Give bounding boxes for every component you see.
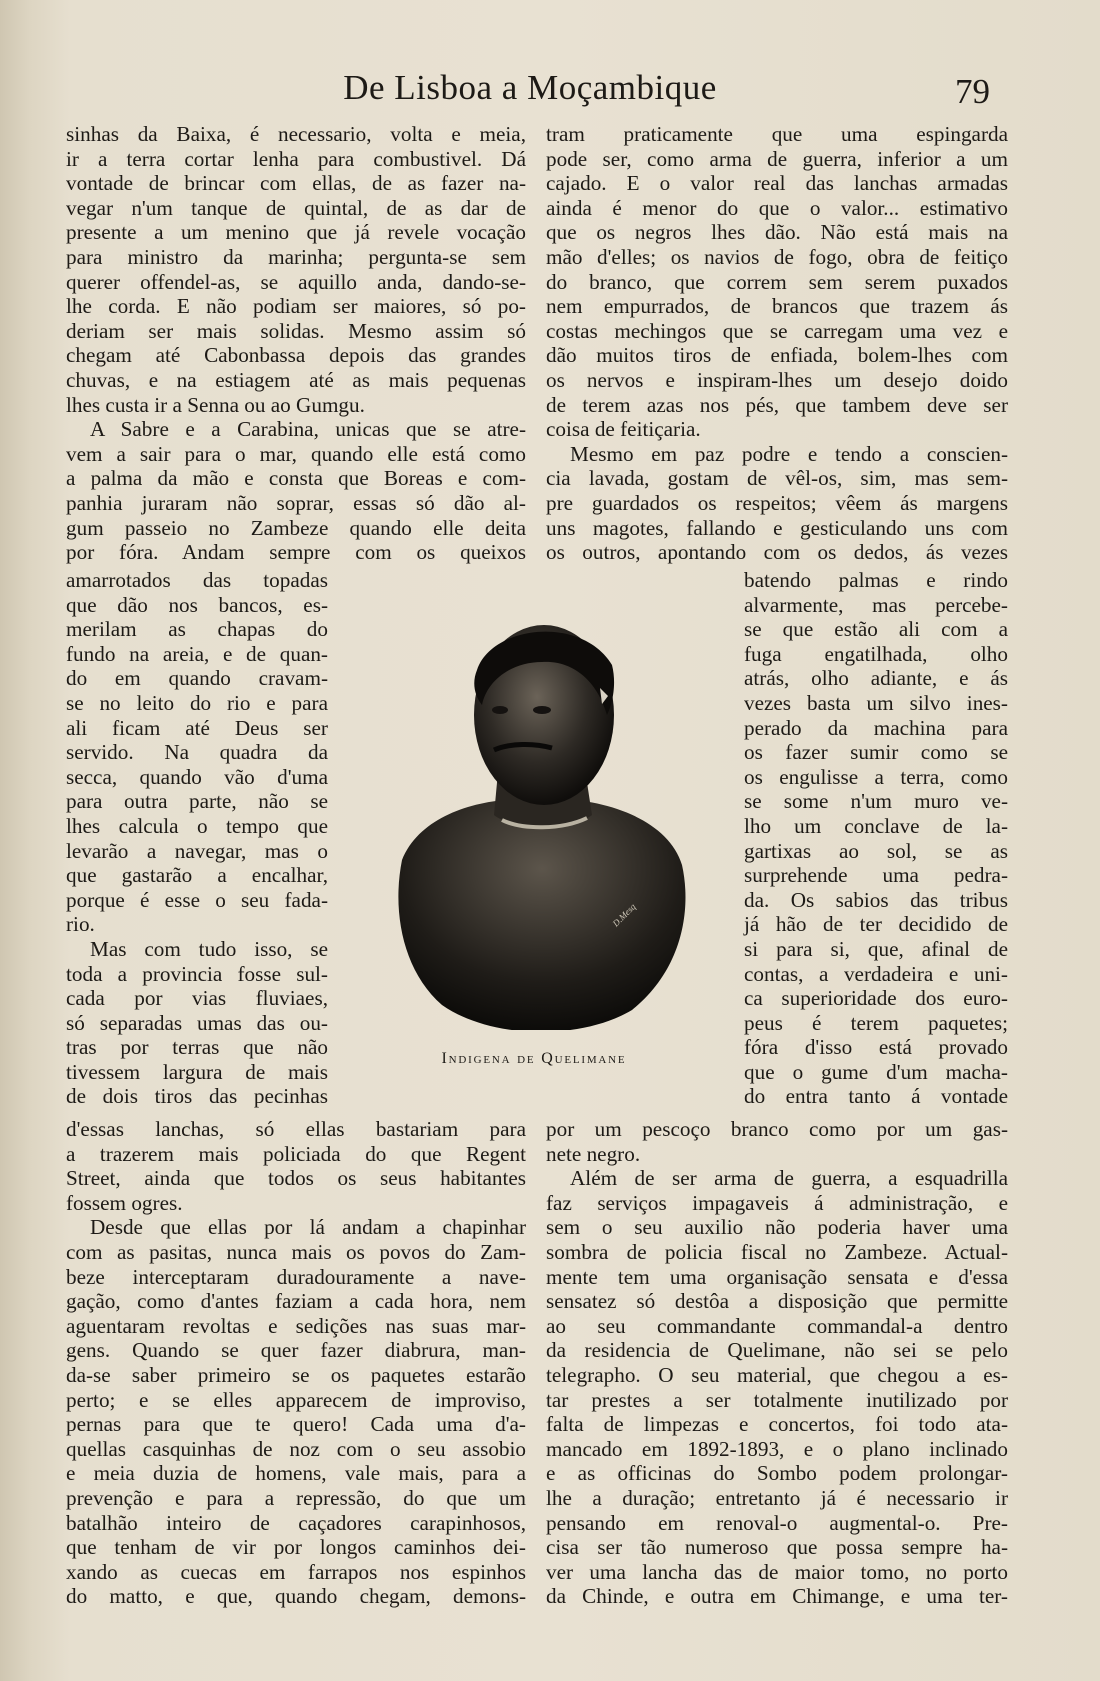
text-line: só separadas umas das ou-	[66, 1010, 328, 1035]
text-line: de terem azas nos pés, que tambem deve ser	[546, 392, 1008, 417]
text-line: do branco, que correm sem serem puxados	[546, 269, 1008, 294]
text-line: lhe corda. E não podiam ser maiores, só po-	[66, 294, 526, 319]
text-line: pode ser, como arma de guerra, inferior a um	[546, 146, 1008, 171]
text-line: os fazer sumir como se	[744, 740, 1008, 765]
figure-caption: Indigena de Quelimane	[441, 1050, 627, 1067]
text-line: atrás, olho adiante, e ás	[744, 666, 1008, 691]
text-line: querer offendel-as, se aquillo anda, dando-se-	[66, 269, 526, 294]
text-line: vontade de brincar com ellas, de as fazer na-	[66, 171, 526, 196]
page-number: 79	[955, 72, 990, 111]
text-line: ali ficam até Deus ser	[66, 715, 328, 740]
text-line: nem empurrados, de brancos que trazem ás	[546, 294, 1008, 319]
text-line: se no leito do rio e para	[66, 690, 328, 715]
text-line: Desde que ellas por lá andam a chapinhar	[90, 1215, 526, 1240]
text-line: da Chinde, e outra em Chimange, e uma ter-	[546, 1584, 1008, 1609]
text-line: pre guardados os respeitos; vêem ás margens	[546, 490, 1008, 515]
text-line: ver uma lancha das de maior tomo, no porto	[546, 1559, 1008, 1584]
text-line: quellas casquinhas de noz com o seu assobio	[66, 1436, 526, 1461]
text-line: por fóra. Andam sempre com os queixos	[66, 540, 526, 565]
text-line: lhe a duração; entretanto já é necessario ir	[546, 1485, 1008, 1510]
text-line: faz serviços impagaveis á administração, e	[546, 1190, 1008, 1215]
text-line: cisa ser tão numeroso que possa sempre ha-	[546, 1535, 1008, 1560]
text-line: da residencia de Quelimane, não sei se pelo	[546, 1338, 1008, 1363]
page-title: De Lisboa a Moçambique	[343, 68, 717, 107]
text-line: com as pasitas, nunca mais os povos do Zam-	[66, 1239, 526, 1264]
text-line: deriam ser mais solidas. Mesmo assim só	[66, 318, 526, 343]
text-line: se some n'um muro ve-	[744, 789, 1008, 814]
text-line: vezes basta um silvo ines-	[744, 690, 1008, 715]
text-line: mão d'elles; os navios de fogo, obra de feitiço	[546, 244, 1008, 269]
text-line: tras por terras que não	[66, 1035, 328, 1060]
text-line: costas mechingos que se carregam uma vez e	[546, 318, 1008, 343]
portrait-illustration	[382, 610, 702, 1030]
text-line: mente tem uma organisação sensata e d'essa	[546, 1264, 1008, 1289]
text-line: surprehende uma pedra-	[744, 863, 1008, 888]
portrait-drawing	[382, 610, 702, 1030]
text-line: ca superioridade dos euro-	[744, 986, 1008, 1011]
text-line: gartixas ao sol, se as	[744, 838, 1008, 863]
text-line: levarão a navegar, mas o	[66, 838, 328, 863]
text-line: A Sabre e a Carabina, unicas que se atre-	[90, 417, 526, 442]
artist-signature: D.Mesq	[610, 901, 638, 929]
text-line: que gastarão a encalhar,	[66, 863, 328, 888]
text-line: do em quando cravam-	[66, 666, 328, 691]
text-line: perado da machina para	[744, 715, 1008, 740]
text-line: sensatez só destôa a disposição que permitte	[546, 1289, 1008, 1314]
text-line: a palma da mão e consta que Boreas e com-	[66, 466, 526, 491]
text-line: porque é esse o seu fada-	[66, 887, 328, 912]
right-column-top	[546, 122, 1008, 565]
text-line: Street, ainda que todos os seus habitantes	[66, 1166, 526, 1191]
text-line: si para si, que, afinal de	[744, 936, 1008, 961]
text-line: dão muitos tiros de enfiada, bolem-lhes com	[546, 343, 1008, 368]
text-line: gens. Quando se quer fazer diabrura, man-	[66, 1338, 526, 1363]
text-line: do matto, e que, quando chegam, demons-	[66, 1584, 526, 1609]
text-line: amarrotados das topadas	[66, 568, 328, 592]
text-line: fóra d'isso está provado	[744, 1035, 1008, 1060]
text-line: merilam as chapas do	[66, 617, 328, 642]
text-line: da-se saber primeiro se os paquetes estarão	[66, 1362, 526, 1387]
left-column-middle	[66, 568, 328, 1109]
text-line: se que estão ali com a	[744, 617, 1008, 642]
text-line: presente a um menino que já revele vocação	[66, 220, 526, 245]
left-column-bottom	[66, 1117, 526, 1609]
text-line: prevenção e para a repressão, do que um	[66, 1485, 526, 1510]
text-line: cada por vias fluviaes,	[66, 986, 328, 1011]
text-line: fuga engatilhada, olho	[744, 641, 1008, 666]
right-column-middle	[744, 568, 1008, 1109]
text-line: sem o seu auxilio não poderia haver uma	[546, 1215, 1008, 1240]
text-line: os outros, apontando com os dedos, ás vezes	[546, 540, 1008, 565]
text-line: batendo palmas e rindo	[744, 568, 1008, 592]
text-line: para ministro da marinha; pergunta-se sem	[66, 244, 526, 269]
text-line: que dão nos bancos, es-	[66, 592, 328, 617]
text-line: chuvas, e na estiagem até as mais pequenas	[66, 367, 526, 392]
text-line: cajado. E o valor real das lanchas armadas	[546, 171, 1008, 196]
text-line: xando as cuecas em farrapos nos espinhos	[66, 1559, 526, 1584]
text-line: de dois tiros das pecinhas	[66, 1084, 328, 1109]
text-line: fundo na areia, e de quan-	[66, 641, 328, 666]
text-line: peus é terem paquetes;	[744, 1010, 1008, 1035]
text-line: batalhão inteiro de caçadores carapinhosos,	[66, 1510, 526, 1535]
text-line: os engulisse a terra, como	[744, 764, 1008, 789]
text-line: tram praticamente que uma espingarda	[546, 122, 1008, 146]
text-line: contas, a verdadeira e uni-	[744, 961, 1008, 986]
text-line: fossem ogres.	[66, 1190, 183, 1215]
text-line: pernas para que te quero! Cada uma d'a-	[66, 1412, 526, 1437]
text-line: da. Os sabios das tribus	[744, 887, 1008, 912]
text-line: sinhas da Baixa, é necessario, volta e meia,	[66, 122, 526, 146]
text-line: vem a sair para o mar, quando elle está como	[66, 441, 526, 466]
text-line: lho um conclave de la-	[744, 813, 1008, 838]
text-line: que os negros lhes dão. Não está mais na	[546, 220, 1008, 245]
text-line: que o gume d'um macha-	[744, 1059, 1008, 1084]
text-line: Mesmo em paz podre e tendo a conscien-	[570, 441, 1008, 466]
text-line: toda a provincia fosse sul-	[66, 961, 328, 986]
text-line: aguentaram revoltas e sedições nas suas mar-	[66, 1313, 526, 1338]
text-line: gação, como d'antes faziam a cada hora, nem	[66, 1289, 526, 1314]
text-line: d'essas lanchas, só ellas bastariam para	[66, 1117, 526, 1141]
text-line: ir a terra cortar lenha para combustivel. Dá	[66, 146, 526, 171]
text-line: uns magotes, fallando e gesticulando uns com	[546, 515, 1008, 540]
text-line: nete negro.	[546, 1141, 641, 1166]
text-line: secca, quando vão d'uma	[66, 764, 328, 789]
text-line: para outra parte, não se	[66, 789, 328, 814]
text-line: que tenham de vir por longos caminhos dei-	[66, 1535, 526, 1560]
text-line: e meia duzia de homens, vale mais, para a	[66, 1461, 526, 1486]
text-line: vegar n'um tanque de quintal, de as dar de	[66, 195, 526, 220]
text-line: e as officinas do Sombo podem prolongar-	[546, 1461, 1008, 1486]
text-line: sombra de policia fiscal no Zambeze. Actual-	[546, 1239, 1008, 1264]
right-column-bottom	[546, 1117, 1008, 1609]
text-line: lhes calcula o tempo que	[66, 813, 328, 838]
text-line: alvarmente, mas percebe-	[744, 592, 1008, 617]
text-line: falta de limpezas e concertos, foi todo ata-	[546, 1412, 1008, 1437]
text-line: perto; e se elles apparecem de improviso,	[66, 1387, 526, 1412]
text-line: Mas com tudo isso, se	[90, 936, 328, 961]
text-line: os nervos e inspiram-lhes um desejo doido	[546, 367, 1008, 392]
left-column-top	[66, 122, 526, 565]
text-line: do entra tanto á vontade	[744, 1084, 1008, 1109]
text-line: telegrapho. O seu material, que chegou a es-	[546, 1362, 1008, 1387]
text-line: ainda é menor do que o valor... estimativo	[546, 195, 1008, 220]
text-line: lhes custa ir a Senna ou ao Gumgu.	[66, 392, 365, 417]
text-line: coisa de feitiçaria.	[546, 417, 701, 442]
text-line: Além de ser arma de guerra, a esquadrilla	[570, 1166, 1008, 1191]
text-line: cia lavada, gostam de vêl-os, sim, mas sem-	[546, 466, 1008, 491]
text-line: panhia juraram não soprar, essas só dão al-	[66, 490, 526, 515]
text-line: por um pescoço branco como por um gas-	[546, 1117, 1008, 1141]
text-line: servido. Na quadra da	[66, 740, 328, 765]
text-line: ao seu commandante commandal-a dentro	[546, 1313, 1008, 1338]
text-line: gum passeio no Zambeze quando elle deita	[66, 515, 526, 540]
text-line: já hão de ter decidido de	[744, 912, 1008, 937]
text-line: rio.	[66, 912, 95, 937]
text-line: beze interceptaram duradouramente a nave-	[66, 1264, 526, 1289]
text-line: tivessem largura de mais	[66, 1059, 328, 1084]
text-line: tar prestes a ser totalmente inutilizado por	[546, 1387, 1008, 1412]
text-line: chegam até Cabonbassa depois das grandes	[66, 343, 526, 368]
text-line: a trazerem mais policiada do que Regent	[66, 1141, 526, 1166]
text-line: mancado em 1892-1893, e o plano inclinado	[546, 1436, 1008, 1461]
text-line: pensando em renoval-o augmental-o. Pre-	[546, 1510, 1008, 1535]
